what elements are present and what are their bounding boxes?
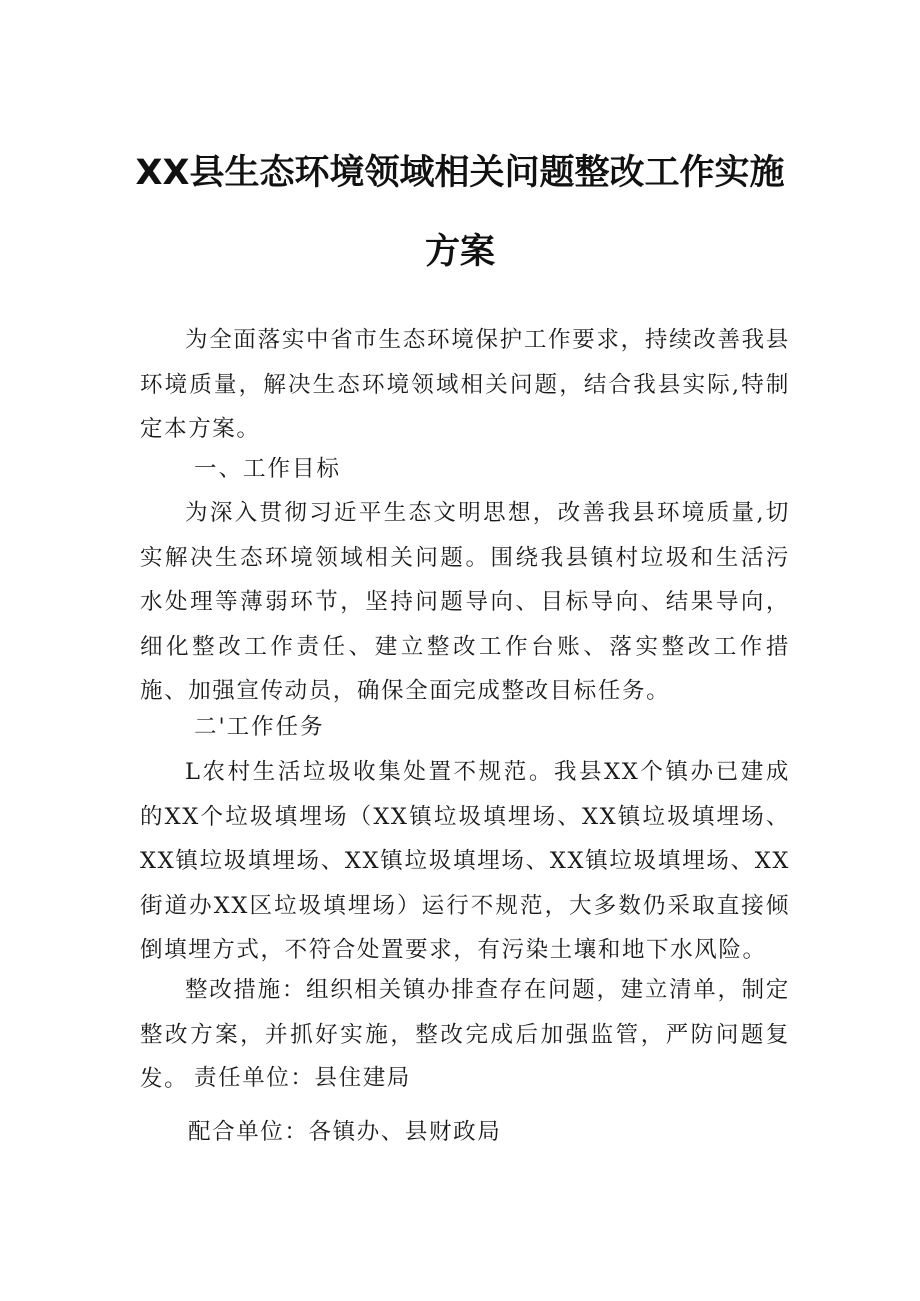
document-title-line-2: 方案 xyxy=(424,232,495,272)
task-1-paragraph: L农村生活垃圾收集处置不规范。我县XX个镇办已建成的XX个垃圾填埋场（XX镇垃圾填埋场、XX镇垃圾填埋场、XX镇垃圾填埋场、XX镇垃圾填埋场、XX镇垃圾填埋场、XX街道办XX区垃圾填埋场）运行不规范，大多数仍采取直接倾倒填埋方式，不符合处置要求，有污染土壤和地下水风险。 xyxy=(140,759,790,964)
task-1-measures-paragraph: 整改措施：组织相关镇办排查存在问题，建立清单，制定整改方案，并抓好实施，整改完成后加强监管，严防问题复发。 xyxy=(140,977,790,1093)
task-1-cooperating-units: 配合单位：各镇办、县财政局 xyxy=(188,1119,502,1145)
goals-paragraph: 为深入贯彻习近平生态文明思想，改善我县环境质量,切实解决生态环境领域相关问题。围绕我县镇村垃圾和生活污水处理等薄弱环节，坚持问题导向、目标导向、结果导向，细化整改工作责任、建立整改工作台账、落实整改工作措施、加强宣传动员，确保全面完成整改目标任务。 xyxy=(140,500,790,705)
intro-paragraph: 为全面落实中省市生态环境保护工作要求，持续改善我县环境质量，解决生态环境领域相关问题，结合我县实际,特制定本方案。 xyxy=(140,327,790,443)
task-1-responsible-unit: 责任单位：县住建局 xyxy=(194,1065,411,1091)
section-heading-goals: 一、工作目标 xyxy=(194,456,342,482)
document-title-line-1: XX县生态环境领域相关问题整改工作实施 xyxy=(135,153,785,193)
section-heading-tasks: 二'工作任务 xyxy=(194,714,325,740)
